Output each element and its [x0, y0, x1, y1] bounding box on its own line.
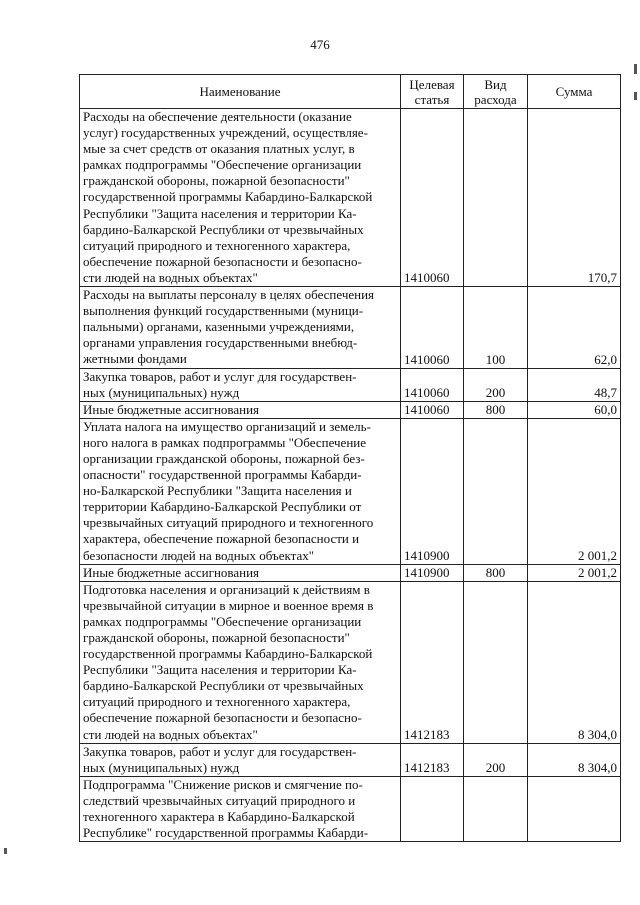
row-name-line: Республике" государственной программы Кабарди-	[83, 825, 369, 841]
row-target-article	[401, 776, 464, 841]
row-name-line: выполнения функций государственными (муници-	[83, 303, 364, 319]
row-expense-type: 100	[464, 287, 528, 368]
table-body	[80, 109, 621, 842]
row-name-line: рамках подпрограммы "Обеспечение организации	[83, 157, 362, 173]
row-name-line: государственной программы Кабардино-Балкарской	[83, 646, 373, 662]
row-name-line: сти людей на водных объектах"	[83, 726, 258, 742]
header-target-article: Целевая статья	[401, 75, 464, 109]
row-name-line: безопасности людей на водных объектах"	[83, 547, 315, 563]
row-name-cell	[80, 418, 401, 564]
row-target-article: 1410060	[401, 401, 464, 418]
row-name-line: рамках подпрограммы "Обеспечение организации	[83, 613, 362, 629]
row-expense-type: 200	[464, 368, 528, 401]
row-target-article: 1410900	[401, 564, 464, 581]
row-name-line: территории Кабардино-Балкарской Республики от	[83, 499, 362, 515]
row-target-article: 1412183	[401, 743, 464, 776]
row-name-line: Республики "Защита населения и территории Ка-	[83, 662, 357, 678]
row-name-line: бардино-Балкарской Республики от чрезвычайных	[83, 221, 364, 237]
row-name-line: но-Балкарской Республики "Защита населения и	[83, 483, 352, 499]
row-name-line: Подпрограмма "Снижение рисков и смягчение по-	[83, 776, 363, 792]
row-name-cell	[80, 109, 401, 287]
header-expense-type: Вид расхода	[464, 75, 528, 109]
margin-mark-top	[634, 64, 637, 74]
row-name-line: ситуаций природного и техногенного характера,	[83, 237, 351, 253]
row-name-cell	[80, 776, 401, 841]
table-row	[80, 109, 621, 287]
row-name-line: Закупка товаров, работ и услуг для государствен-	[83, 368, 357, 384]
row-expense-type	[464, 418, 528, 564]
table-row	[80, 743, 621, 776]
row-name-line: Расходы на выплаты персоналу в целях обеспечения	[83, 287, 375, 303]
row-name-line: обеспечение пожарной безопасности и безопасно-	[83, 710, 362, 726]
row-name-line: организации гражданской обороны, пожарной без-	[83, 450, 365, 466]
row-name-line: бардино-Балкарской Республики от чрезвычайных	[83, 678, 364, 694]
row-name-line: характера, обеспечение пожарной безопасности и	[83, 531, 360, 547]
row-target-article: 1410060	[401, 368, 464, 401]
margin-mark-upper	[634, 92, 637, 100]
row-name-line: сти людей на водных объектах"	[83, 269, 258, 285]
row-sum: 8 304,0	[528, 743, 621, 776]
header-sum: Сумма	[528, 75, 621, 109]
row-expense-type: 800	[464, 564, 528, 581]
row-name-line: гражданской обороны, пожарной безопасности"	[83, 630, 350, 645]
row-target-article: 1412183	[401, 581, 464, 743]
page-number: 476	[310, 37, 330, 52]
budget-table	[79, 74, 621, 842]
row-sum: 170,7	[528, 109, 621, 287]
row-name-line: жетными фондами	[83, 351, 187, 367]
row-name-line: следствий чрезвычайных ситуаций природного и	[83, 792, 356, 808]
table-row	[80, 368, 621, 401]
row-target-article: 1410060	[401, 287, 464, 368]
row-expense-type	[464, 776, 528, 841]
row-name-cell	[80, 743, 401, 776]
row-name-line: чрезвычайных ситуаций природного и техногенного	[83, 515, 374, 531]
row-sum: 48,7	[528, 368, 621, 401]
row-name-line: Расходы на обеспечение деятельности (оказание	[83, 109, 352, 124]
row-name-line: Подготовка населения и организаций к действиям в	[83, 581, 370, 597]
row-name-cell	[80, 287, 401, 368]
row-target-article: 1410900	[401, 418, 464, 564]
header-name: Наименование	[80, 75, 401, 109]
row-name-line: Республики "Защита населения и территории Ка-	[83, 205, 357, 221]
table-header-row	[80, 75, 621, 109]
row-name-line: Иные бюджетные ассигнования	[83, 401, 260, 417]
row-name-line: пальными) органами, казенными учреждениями,	[83, 319, 355, 335]
table-row	[80, 287, 621, 368]
row-name-line: техногенного характера в Кабардино-Балкарской	[83, 809, 355, 825]
table-row	[80, 401, 621, 418]
row-name-line: чрезвычайной ситуации в мирное и военное время в	[83, 597, 374, 613]
row-name-line: ных (муниципальных) нужд	[83, 759, 240, 775]
row-name-line: опасности" государственной программы Кабарди-	[83, 467, 362, 483]
row-name-cell	[80, 401, 401, 418]
row-sum: 62,0	[528, 287, 621, 368]
row-name-line: обеспечение пожарной безопасности и безопасно-	[83, 253, 362, 269]
table-row	[80, 776, 621, 841]
row-name-line: услуг) государственных учреждений, осуществляе-	[83, 125, 368, 141]
row-name-line: государственной программы Кабардино-Балкарской	[83, 189, 373, 205]
row-name-line: ных (муниципальных) нужд	[83, 384, 240, 400]
row-name-line: гражданской обороны, пожарной безопасности"	[83, 173, 350, 189]
row-name-line: Уплата налога на имущество организаций и земель-	[83, 418, 371, 434]
row-sum: 60,0	[528, 401, 621, 418]
row-sum	[528, 776, 621, 841]
row-sum: 2 001,2	[528, 564, 621, 581]
margin-mark-lower	[4, 848, 7, 854]
row-name-line: органами управления государственными внебюд-	[83, 335, 358, 351]
row-name-line: Иные бюджетные ассигнования	[83, 564, 260, 580]
row-expense-type: 800	[464, 401, 528, 418]
row-sum: 2 001,2	[528, 418, 621, 564]
row-sum: 8 304,0	[528, 581, 621, 743]
row-expense-type	[464, 109, 528, 287]
table-row	[80, 418, 621, 564]
row-name-cell	[80, 581, 401, 743]
row-name-line: мые за счет средств от оказания платных услуг, в	[83, 141, 355, 157]
row-expense-type	[464, 581, 528, 743]
row-name-line: ситуаций природного и техногенного характера,	[83, 694, 351, 710]
row-target-article: 1410060	[401, 109, 464, 287]
row-expense-type: 200	[464, 743, 528, 776]
row-name-cell	[80, 368, 401, 401]
row-name-line: Закупка товаров, работ и услуг для государствен-	[83, 743, 357, 759]
table-row	[80, 564, 621, 581]
row-name-line: ного налога в рамках подпрограммы "Обеспечение	[83, 434, 367, 450]
table-row	[80, 581, 621, 743]
row-name-cell	[80, 564, 401, 581]
